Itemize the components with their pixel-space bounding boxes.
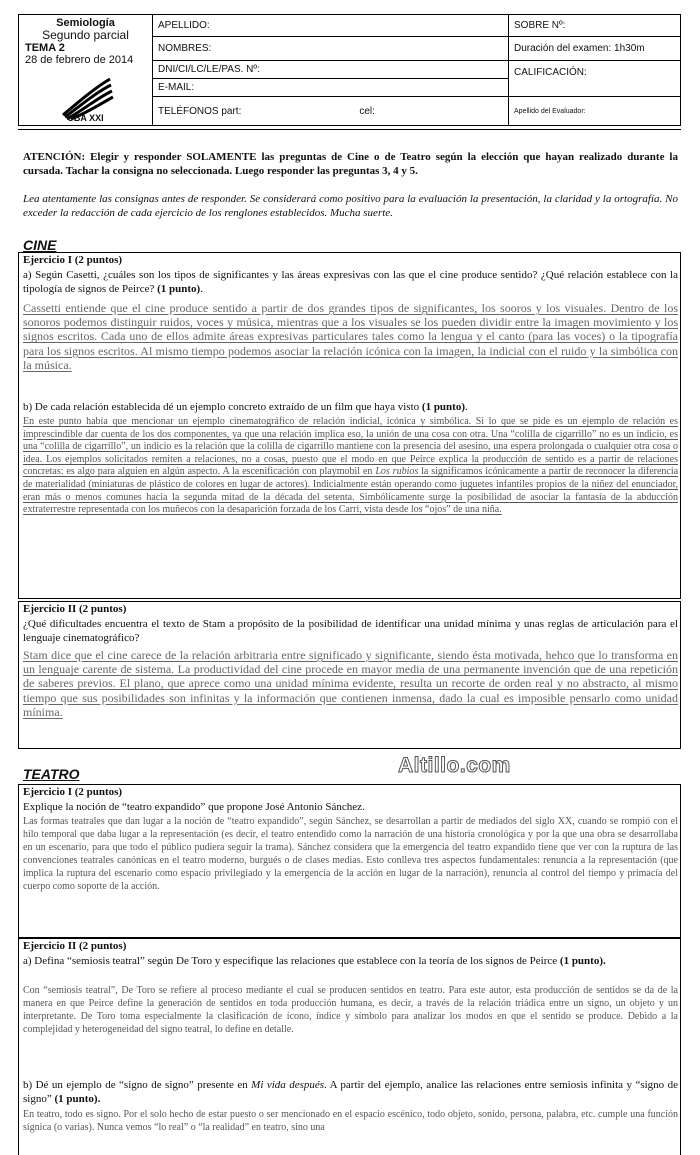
- evaluador-field: Apellido del Evaluador:: [509, 96, 680, 125]
- logo-text: UBA XXI: [67, 113, 104, 123]
- dni-field: DNI/CI/LC/LE/PAS. Nº:: [153, 60, 509, 78]
- course-block: [19, 15, 153, 125]
- exam-name: Segundo parcial: [42, 28, 129, 42]
- cine-ej2-title: Ejercicio II (2 puntos): [23, 603, 127, 615]
- telefonos-label: TELÉFONOS part:: [158, 105, 242, 117]
- apellido-field: APELLIDO:: [158, 20, 210, 31]
- watermark-logo: Altillo.com: [398, 754, 511, 777]
- email-field: E-MAIL:: [153, 78, 509, 96]
- cel-label: cel:: [359, 105, 375, 117]
- attention-note: ATENCIÓN: Elegir y responder SOLAMENTE las preguntas de Cine o de Teatro según la elección que hayan realizado durante la cursada. Tachar la consigna no seleccionada. Luego responder las preguntas 3, 4 y 5.: [23, 151, 678, 177]
- exam-date: 28 de febrero de 2014: [25, 54, 134, 66]
- intro-note: Lea atentamente las consignas antes de responder. Se considerará como positivo para la evaluación la presentación, la claridad y la ortografía. No exceder la redacción de cada ejercicio de los renglones establecidos. Mucha suerte.: [23, 193, 678, 219]
- course-name: Semiología: [56, 17, 115, 29]
- section-title-cine: CINE: [23, 237, 57, 253]
- teatro-ej2-question-b: b) Dé un ejemplo de “signo de signo” presente en Mi vida después. A partir del ejemplo, analice las relaciones entre semiosis infinita y “signo de signo” (1 punto).: [23, 1079, 679, 1105]
- teatro-ej2-question-a: a) Defina “semiosis teatral” según De Toro y especifique las relaciones que establece con la teoría de los signos de Peirce (1 punto).: [23, 955, 606, 967]
- tema: TEMA 2: [25, 42, 65, 54]
- exam-header: [18, 14, 681, 126]
- section-title-teatro: TEATRO: [23, 766, 80, 782]
- teatro-ej2-title: Ejercicio II (2 puntos): [23, 940, 127, 952]
- teatro-ej2-answer-b: En teatro, todo es signo. Por el solo hecho de estar puesto o ser mencionado en el espacio escénico, todo objeto, sonido, persona, palabra, etc. cumple una función sígnica (o varias). Nunca vemos “lo real” o “la realidad” en teatro, sino una: [23, 1109, 678, 1134]
- cine-ej1-question-a: a) Según Casetti, ¿cuáles son los tipos de significantes y las áreas expresivas con las que el cine produce sentido? ¿Qué relación establece con la tipología de signos de Peirce? (1 punto).: [23, 269, 678, 295]
- teatro-ej1-answer: Las formas teatrales que dan lugar a la noción de “teatro expandido”, según Sánchez, se desarrollan a partir de mediados del siglo XX, cuando se rompió con el hilo temporal que daba lugar a la representación (es decir, el teatro entendido como la narración de una historia cronológica y por la que una obra se desarrollaba en un escenario, para que todo el público pudiera seguir la trama). Sánchez considera que la emergencia del teatro expandido tiene que ver con la ruptura de las convenciones teatrales canónicas en el teatro moderno, burgués o de clases medias. Esto conlleva tres aspectos fundamentales: renuncia a la representación (que implica la ruptura del escenario como espacio privilegiado y la emergencia de la acción en lugar de la narración), renuncia al control del tiempo y primacía del cuerpo como soporte de la acción.: [23, 816, 678, 893]
- sobre-field: SOBRE Nº:: [514, 20, 566, 31]
- cine-ej2-question: ¿Qué dificultades encuentra el texto de Stam a propósito de la posibilidad de identificar una unidad mínima y unas reglas de articulación para el lenguaje cinematográfico?: [23, 618, 678, 644]
- duracion-field: Duración del examen: 1h30m: [509, 36, 680, 60]
- header-rule: [18, 129, 681, 130]
- cine-ej2-answer: Stam dice que el cine carece de la relación arbitraria entre significado y significante, siendo ésta motivada, hehco que lo transforma en un lenguaje carente de sistema. La productividad del cine procede en mayor media de una permanente invención que de una repetición de saberes previos. El plano, que aprece como una unidad mínima evidente, resulta un recorte de orden real y no abstracto, al mismo tiempo que sus posibilidades son infinitas y la información que contienen inmensa, dado la cual es imposible pensarlo como unidad mínima.: [23, 648, 678, 719]
- teatro-ej1-title: Ejercicio I (2 puntos): [23, 786, 123, 798]
- nombres-field: NOMBRES:: [153, 36, 509, 60]
- teatro-ej1-question: Explique la noción de “teatro expandido” que propone José Antonio Sánchez.: [23, 801, 365, 813]
- teatro-ej2-answer-a: Con “semiosis teatral”, De Toro se refiere al proceso mediante el cual se producen sentidos en teatro. Para este autor, esta producción de sentidos se da de la manera en que Peirce define la generación de sentidos en toda producción humana, es decir, a través de la relación triádica entre un signo, un objeto y un interpretante. De Toro toma especialmente la clasificación de ícono, índice y símbolo para analizar los modos en que el sentido se produce. Debido a la complejidad y heterogeneidad del signo teatral, lo define en detalle.: [23, 985, 678, 1036]
- calificacion-field: CALIFICACIÓN:: [509, 60, 680, 96]
- cine-ej1-answer-a: Cassetti entiende que el cine produce sentido a partir de dos grandes tipos de significantes, los sooros y los visuales. Dentro de los sonoros podemos distinguir ruidos, voces y música, mientras que a los visuales se los pueden dividir entre la imagen movimiento y los signos escritos. Cada uno de ellos admite áreas expresivas particulares tales como la lengua y el canto (para las voces) o la tipografía para los signos escritos. Al mismo tiempo podemos asociar la relación icónica con la imagen, la indicial con el ruido y la simbólica con la música.: [23, 301, 678, 372]
- cine-ej1-answer-b: En este punto había que mencionar un ejemplo cinematográfico de relación indicial, icónica y simbólica. Si lo que se pide es un ejemplo de relación es imprescindible dar cuenta de los dos componentes, ya que una relación implica eso, la unión de una cosa con otra. Una “colilla de cigarrillo” no es un indicio, es una “colilla de cigarrillo”, un indicio es la relación que la colilla de cigarrillo mantiene con la presencia del asesino, una espera prolongada o cualquier otra cosa o idea. Los ejemplos solicitados remiten a relaciones, no a cosas, puesto que el modo en que Peirce explica la producción de sentido es a partir de relaciones concretas: es algo para alguien en algún aspecto. A la escenificación con playmobil en Los rubios la significamos icónicamente a partir de reconocer la diferencia de materialidad (miniaturas de plástico de colores en lugar de actores). Indicialmente están operando como juguetes infantiles propios de la niñez del enunciador, eran más o menos comunes hacia la segunda mitad de la década del setenta. Simbólicamente surge la posibilidad de asociar la fantasía de la abducción extraterrestre representada con los muñecos con la desaparición forzada de los Carri, vista desde los “ojos” de una niña.: [23, 416, 679, 516]
- telefonos-field: [153, 96, 509, 125]
- cine-ej1-question-b: b) De cada relación establecida dé un ejemplo concreto extraído de un film que haya visto (1 punto).: [23, 401, 468, 413]
- cine-ej1-title: Ejercicio I (2 puntos): [23, 254, 123, 266]
